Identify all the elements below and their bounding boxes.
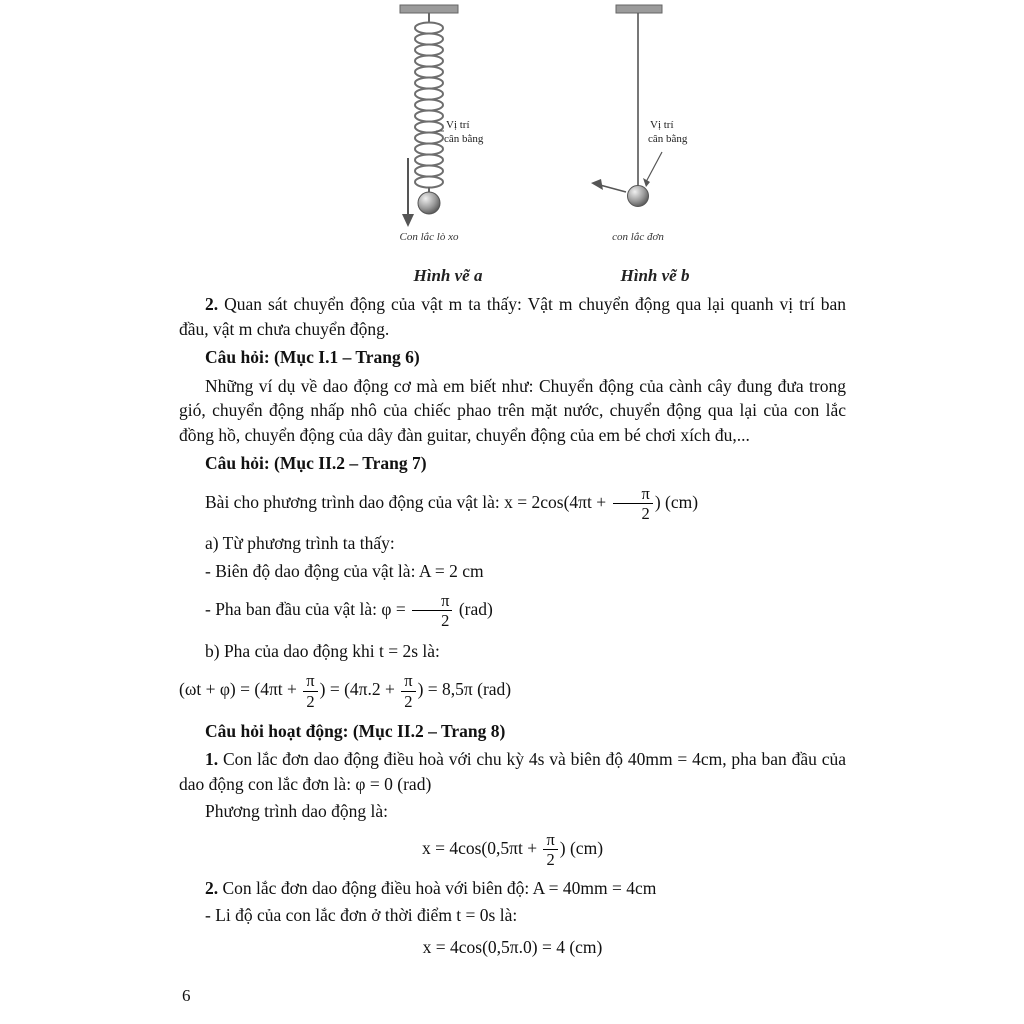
equation-line-2 — [179, 672, 846, 710]
fraction-numerator: π — [543, 831, 557, 850]
equation-text: (rad) — [454, 598, 493, 619]
line-phase — [179, 592, 846, 630]
fraction — [541, 831, 559, 869]
equilibrium-label-line2: cân bằng — [648, 133, 688, 145]
line-amplitude: - Biên độ dao động của vật là: A = 2 cm — [205, 560, 484, 581]
page-number: 6 — [182, 986, 191, 1005]
item-number: 2. — [205, 294, 219, 314]
fraction-numerator: π — [401, 672, 415, 691]
item-number: 2. — [205, 877, 219, 898]
fraction — [301, 672, 319, 710]
label-pointer-line — [646, 152, 662, 182]
fraction-numerator: π — [613, 485, 653, 504]
line-a: a) Từ phương trình ta thấy: — [205, 533, 395, 554]
line-equation-intro: Phương trình dao động là: — [205, 801, 389, 822]
equation-text: (ωt + φ) = (4πt + — [179, 679, 302, 700]
simple-pendulum-figure — [588, 0, 728, 262]
line-b: b) Pha của dao động khi t = 2s là: — [205, 640, 440, 661]
equation-text: ) = 8,5π (rad) — [417, 679, 512, 700]
equation-line-3 — [179, 831, 846, 869]
paragraph-text: Con lắc đơn dao động điều hoà với biên độ: A = 40mm = 4cm — [218, 877, 657, 898]
paragraph-pendulum-1 — [179, 747, 846, 796]
paragraph-text: Quan sát chuyển động của vật m ta thấy: Vật m chuyển động qua lại quanh vị trí ban đầu, vật m chưa chuyển động. — [179, 294, 846, 339]
spring-pendulum-figure — [378, 0, 518, 262]
figure-b-caption: con lắc đơn — [612, 231, 664, 243]
fraction — [611, 485, 655, 523]
paragraph-examples: Những ví dụ về dao động cơ mà em biết như: Chuyển động của cành cây đung đưa trong gió, chuyển động nhấp nhô của chiếc phao trên mặt nước, chuyển động qua lại của con lắc đồng hồ, chuyển động của dây đàn guitar, chuyển động của em bé chơi xích đu,... — [179, 375, 846, 445]
question-heading-3: Câu hỏi hoạt động: (Mục II.2 – Trang 8) — [205, 720, 506, 741]
equation-text: ) (cm) — [559, 837, 604, 858]
equation-text: ) (cm) — [654, 491, 699, 512]
equilibrium-label-line2: cân bằng — [444, 133, 484, 145]
paragraph-pendulum-2 — [179, 876, 846, 901]
ceiling-support — [616, 5, 662, 13]
swing-arrow-head — [591, 179, 603, 190]
downward-arrow-head — [402, 214, 414, 227]
figures-row — [0, 0, 1024, 290]
fraction — [410, 592, 454, 630]
paragraph-text: Con lắc đơn dao động điều hoà với chu kỳ 4s và biên độ 40mm = 4cm, pha ban đầu của dao động con lắc đơn là: φ = 0 (rad) — [179, 749, 846, 794]
figure-a-title: Hình vẽ a — [413, 266, 483, 285]
fraction-numerator: π — [303, 672, 317, 691]
line-displacement: - Li độ của con lắc đơn ở thời điểm t = 0s là: — [205, 905, 518, 925]
item-number: 1. — [205, 749, 219, 770]
swing-arrow — [600, 185, 626, 192]
equation-line-4: x = 4cos(0,5π.0) = 4 (cm) — [422, 936, 603, 957]
equation-text: x = 4cos(0,5πt + — [421, 837, 542, 858]
page-body — [179, 292, 846, 966]
spring-coil — [415, 23, 443, 188]
fraction-denominator: 2 — [546, 850, 555, 870]
figure-a-caption: Con lắc lò xo — [399, 231, 459, 243]
ceiling-support — [400, 5, 458, 13]
fraction-denominator: 2 — [404, 691, 413, 711]
fraction-denominator: 2 — [641, 503, 650, 523]
question-heading-1: Câu hỏi: (Mục I.1 – Trang 6) — [205, 347, 420, 367]
question-heading-2: Câu hỏi: (Mục II.2 – Trang 7) — [205, 453, 427, 473]
fraction-numerator: π — [412, 592, 452, 611]
figure-b-title: Hình vẽ b — [620, 266, 690, 285]
fraction-denominator: 2 — [306, 691, 315, 711]
equation-line-1 — [179, 485, 846, 523]
equation-text: Bài cho phương trình dao động của vật là: x = 2cos(4πt + — [205, 491, 611, 512]
fraction — [399, 672, 417, 710]
equation-text: - Pha ban đầu của vật là: φ = — [205, 598, 411, 619]
fraction-denominator: 2 — [441, 611, 450, 631]
equilibrium-label-line1: Vị trí — [650, 119, 674, 131]
spring-pendulum-ball — [418, 192, 440, 214]
simple-pendulum-ball — [628, 186, 649, 207]
equilibrium-label-line1: Vị trí — [446, 119, 470, 131]
equation-text: ) = (4π.2 + — [319, 679, 400, 700]
paragraph-observation — [179, 292, 846, 341]
label-pointer-head — [643, 178, 650, 187]
